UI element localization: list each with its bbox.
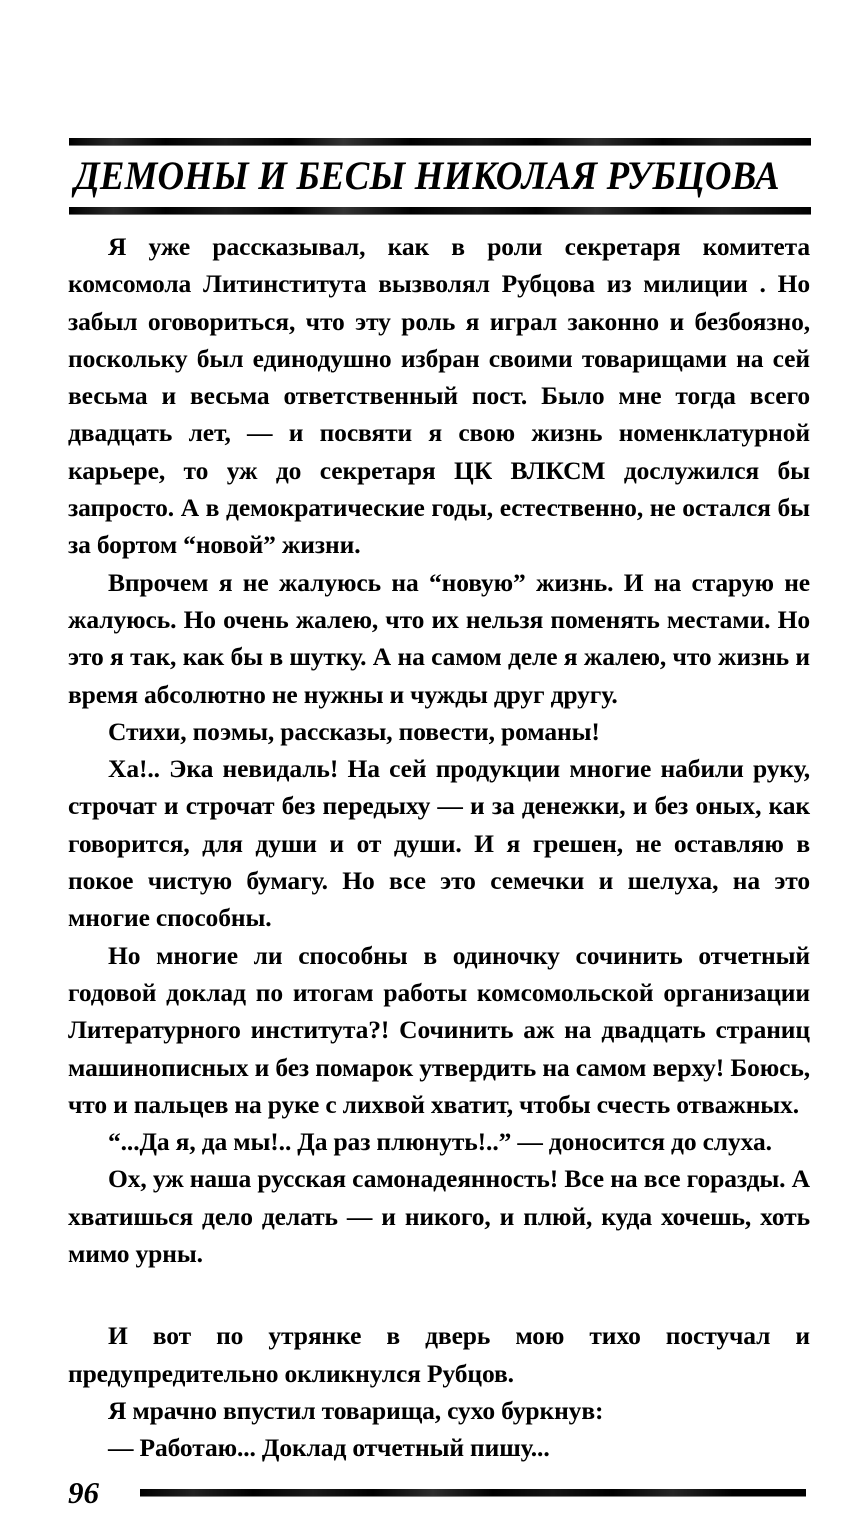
paragraph: И вот по утрянке в дверь мою тихо постучал и предупредительно окликнулся Рубцов. xyxy=(68,1321,810,1388)
footer-rule xyxy=(140,1489,806,1496)
page-number: 96 xyxy=(68,1474,99,1510)
body-text xyxy=(68,228,810,1467)
paragraph: Ох, уж наша русская самонадеянность! Все на все горазды. А хватишься дело делать — и никого, и плюй, куда хочешь, хоть мимо урны. xyxy=(68,1164,810,1269)
paragraph: Я мрачно впустил товарища, сухо буркнув: xyxy=(108,1395,604,1425)
header-rule-top xyxy=(69,138,811,145)
paragraph: Ха!.. Эка невидаль! На сей продукции многие набили руку, строчат и строчат без передыху — и за денежки, и без оных, как говорится, для души и от души. И я грешен, не оставляю в покое чистую бумагу. Но все это семечки и шелуха, на это многие способны. xyxy=(68,754,810,933)
paragraph: Стихи, поэмы, рассказы, повести, романы! xyxy=(108,716,600,746)
paragraph-quote: “...Да я, да мы!.. Да раз плюнуть!..” — доносится до слуха. xyxy=(108,1127,772,1157)
header-rule-bottom xyxy=(69,207,811,214)
paragraph-dialogue: — Работаю... Доклад отчетный пишу... xyxy=(108,1433,550,1463)
paragraph: Но многие ли способны в одиночку сочинить отчетный годовой доклад по итогам работы комсомольской организации Литературного института?! Сочинить аж на двадцать страниц машинописных и без помарок утвердить на самом верху! Боюсь, что и пальцев на руке с лихвой хватит, чтобы счесть отважных. xyxy=(68,940,810,1119)
paragraph: Я уже рассказывал, как в роли секретаря комитета комсомола Литинститута вызволял Рубцова из милиции . Но забыл оговориться, что эту роль я играл законно и безбоязно, поскольку был единодушно избран своими товарищами на сей весьма и весьма ответственный пост. Было мне тогда всего двадцать лет, — и посвяти я свою жизнь номенклатурной карьере, то уж до секретаря ЦК ВЛКСМ дослужился бы запросто. А в демократические годы, естественно, не остался бы за бортом “новой” жизни. xyxy=(68,232,810,560)
paragraph: Впрочем я не жалуюсь на “новую” жизнь. И на старую не жалуюсь. Но очень жалею, что их нельзя поменять местами. Но это я так, как бы в шутку. А на самом деле я жалею, что жизнь и время абсолютно не нужны и чужды друг другу. xyxy=(68,567,810,709)
page-header xyxy=(69,138,811,214)
page-footer xyxy=(68,1472,810,1512)
page-title: ДЕМОНЫ И БЕСЫ НИКОЛАЯ РУБЦОВА xyxy=(74,153,780,198)
